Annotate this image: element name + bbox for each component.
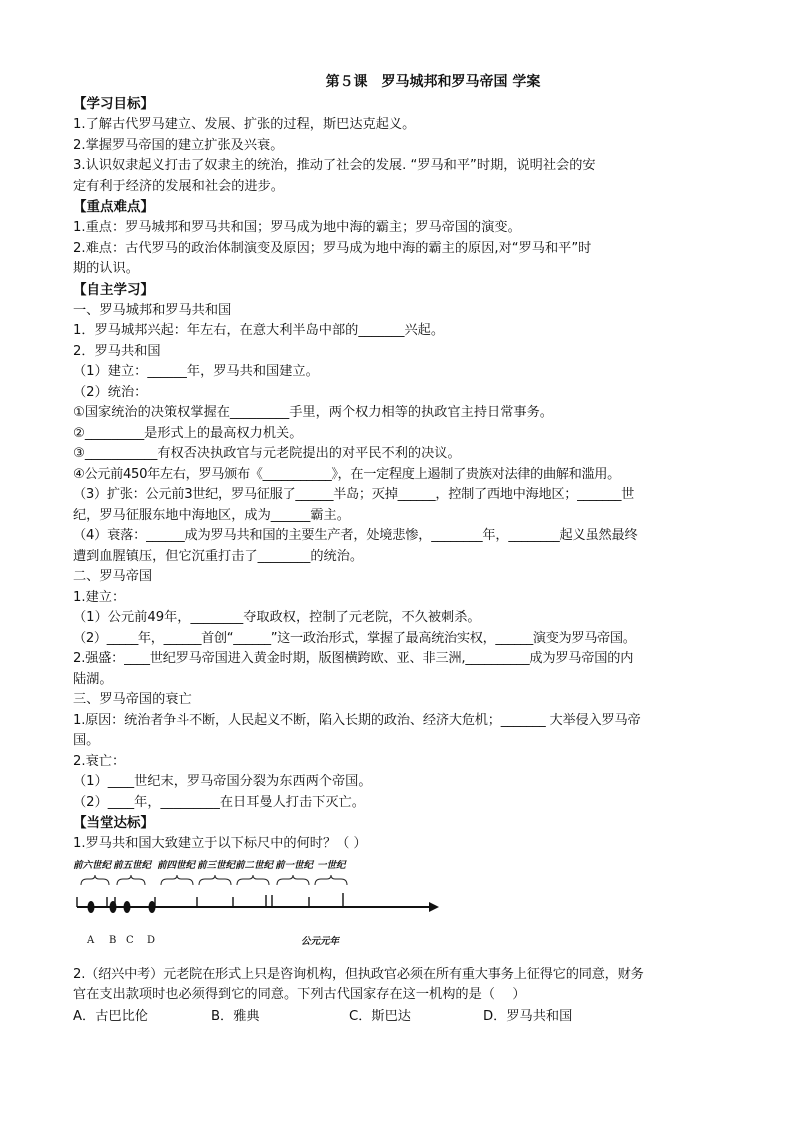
goals-line: 1.了解古代罗马建立、发展、扩张的过程，斯巴达克起义。 bbox=[73, 117, 416, 132]
selfstudy-line: 陆湖。 bbox=[73, 671, 113, 687]
practice-heading: 【当堂达标】 bbox=[73, 815, 154, 831]
timeline-arrow bbox=[429, 902, 439, 912]
selfstudy-line: ③___________有权否决执政官与元老院提出的对平民不利的决议。 bbox=[73, 446, 461, 461]
timeline-svg bbox=[73, 857, 453, 965]
point-b-label: B bbox=[109, 934, 117, 946]
keypoints-line: 2.难点：古代罗马的政治体制演变及原因；罗马成为地中海的霸主的原因,对“罗马和平”时 bbox=[73, 240, 592, 256]
century-label: 前二世纪 bbox=[235, 859, 274, 871]
selfstudy-line: 纪，罗马征服东地中海地区，成为______霸主。 bbox=[73, 507, 350, 523]
selfstudy-line: 2.强盛：____世纪罗马帝国进入黄金时期，版图横跨欧、亚、非三洲,__________成为罗马帝国的内 bbox=[73, 651, 634, 666]
point-a-label: A bbox=[87, 934, 95, 946]
century-label: 前一世纪 bbox=[275, 859, 314, 871]
selfstudy-line: （3）扩张：公元前3世纪，罗马征服了______半岛；灭掉______，控制了西地中海地区；_______世 bbox=[73, 487, 635, 502]
option-c[interactable]: C．斯巴达 bbox=[349, 1008, 411, 1024]
selfstudy-line: ④公元前450年左右，罗马颁布《___________》，在一定程度上遏制了贵族对法律的曲解和滥用。 bbox=[73, 466, 620, 482]
epoch-label: 公元元年 bbox=[301, 935, 340, 947]
selfstudy-heading: 【自主学习】 bbox=[73, 281, 154, 298]
selfstudy-line: 三、罗马帝国的衰亡 bbox=[73, 692, 192, 707]
point-a-marker bbox=[88, 901, 95, 913]
selfstudy-line: 2．罗马共和国 bbox=[73, 343, 161, 359]
selfstudy-line: （1）公元前49年，________夺取政权，控制了元老院，不久被刺杀。 bbox=[73, 610, 481, 625]
question-2-options bbox=[73, 1006, 723, 1027]
brace bbox=[81, 875, 109, 885]
selfstudy-line: （2）统治： bbox=[73, 384, 148, 400]
point-c-label: C bbox=[126, 934, 134, 946]
timeline-ruler bbox=[73, 857, 723, 965]
century-braces bbox=[81, 875, 347, 885]
keypoints-line: 1.重点：罗马城邦和罗马共和国；罗马成为地中海的霸主；罗马帝国的演变。 bbox=[73, 220, 521, 235]
selfstudy-line: 2.衰亡： bbox=[73, 753, 126, 769]
goals-line: 2.掌握罗马帝国的建立扩张及兴衰。 bbox=[73, 137, 284, 153]
keypoints-line: 期的认识。 bbox=[73, 261, 139, 276]
selfstudy-line: （2）____年，_________在日耳曼人打击下灭亡。 bbox=[73, 794, 365, 810]
selfstudy-line: （4）衰落：______成为罗马共和国的主要生产者，处境悲惨，________年，________起义虽然最终 bbox=[73, 528, 638, 543]
brace bbox=[161, 875, 193, 885]
question-2-line: 2.（绍兴中考）元老院在形式上只是咨询机构，但执政官必须在所有重大事务上征得它的同意，财务 bbox=[73, 966, 644, 982]
century-label: 前五世纪 bbox=[113, 859, 152, 871]
selfstudy-line: （1）____世纪末，罗马帝国分裂为东西两个帝国。 bbox=[73, 774, 372, 789]
selfstudy-line: 二、罗马帝国 bbox=[73, 569, 153, 584]
selfstudy-line: 1.原因：统治者争斗不断，人民起义不断，陷入长期的政治、经济大危机；_______ 大举侵入罗马帝 bbox=[73, 712, 641, 728]
brace bbox=[277, 875, 309, 885]
selfstudy-line: 一、罗马城邦和罗马共和国 bbox=[73, 302, 232, 318]
point-d-marker bbox=[149, 901, 156, 913]
century-label: 前六世纪 bbox=[73, 859, 112, 871]
timeline-ticks bbox=[77, 893, 343, 907]
brace bbox=[117, 875, 145, 885]
point-d-label: D bbox=[147, 934, 156, 946]
brace bbox=[199, 875, 231, 885]
option-a[interactable]: A．古巴比伦 bbox=[73, 1008, 148, 1024]
brace bbox=[315, 875, 347, 885]
keypoints-heading: 【重点难点】 bbox=[73, 199, 154, 215]
brace bbox=[237, 875, 269, 885]
selfstudy-line: ②_________是形式上的最高权力机关。 bbox=[73, 425, 303, 441]
worksheet-page bbox=[73, 72, 723, 1027]
selfstudy-line: 遭到血腥镇压，但它沉重打击了________的统治。 bbox=[73, 548, 364, 564]
century-label: 前四世纪 bbox=[157, 859, 196, 871]
question-1: 1.罗马共和国大致建立于以下标尺中的何时？（ ） bbox=[73, 836, 367, 851]
goals-line: 3.认识奴隶起义打击了奴隶主的统治，推动了社会的发展. “罗马和平”时期，说明社会的安 bbox=[73, 158, 596, 173]
option-b[interactable]: B．雅典 bbox=[211, 1008, 260, 1024]
selfstudy-line: （2）_____年，______首创“______”这一政治形式，掌握了最高统治实权，______演变为罗马帝国。 bbox=[73, 630, 636, 646]
selfstudy-line: 1.建立： bbox=[73, 589, 126, 605]
century-label: 一世纪 bbox=[317, 859, 346, 871]
question-2-line: 官在支出款项时也必须得到它的同意。下列古代国家存在这一机构的是（ ） bbox=[73, 987, 526, 1002]
goals-line: 定有利于经济的发展和社会的进步。 bbox=[73, 178, 284, 194]
selfstudy-line: 国。 bbox=[73, 733, 100, 748]
point-b-marker bbox=[110, 901, 117, 913]
goals-heading: 【学习目标】 bbox=[73, 96, 154, 112]
century-label: 前三世纪 bbox=[197, 859, 236, 871]
selfstudy-line: （1）建立：______年，罗马共和国建立。 bbox=[73, 364, 319, 379]
selfstudy-line: 1．罗马城邦兴起：年左右，在意大利半岛中部的_______兴起。 bbox=[73, 323, 445, 338]
selfstudy-line: ①国家统治的决策权掌握在_________手里，两个权力相等的执政官主持日常事务。 bbox=[73, 405, 553, 420]
page-title: 第５课 罗马城邦和罗马帝国 学案 bbox=[325, 74, 541, 90]
option-d[interactable]: D．罗马共和国 bbox=[483, 1008, 573, 1024]
point-c-marker bbox=[124, 901, 131, 913]
